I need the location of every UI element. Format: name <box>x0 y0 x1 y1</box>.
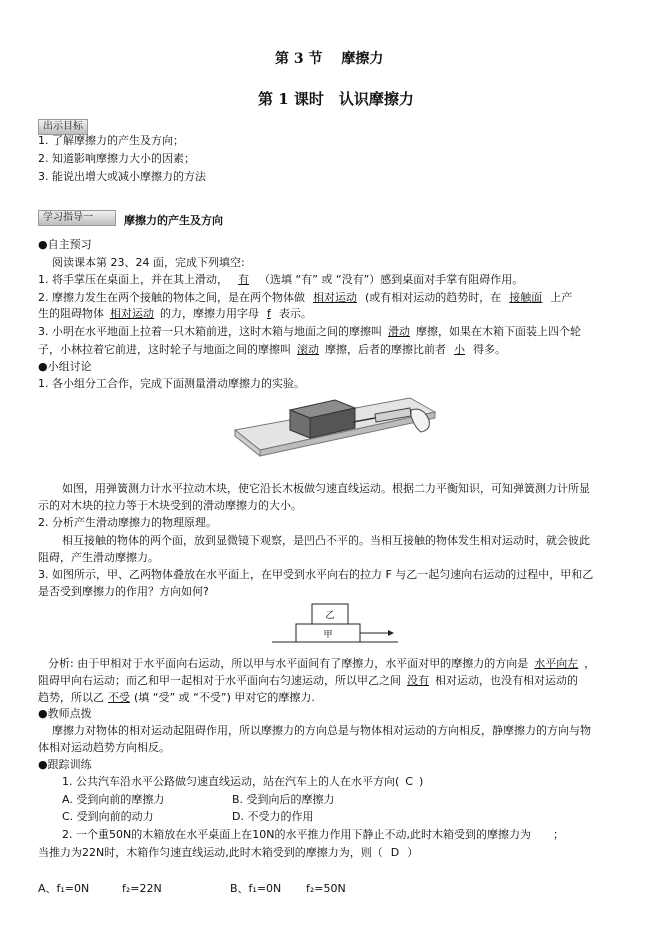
answer-blank: 水平向左 <box>534 657 579 670</box>
guide-title: 摩擦力的产生及方向 <box>124 214 223 227</box>
answer-blank: 没有 <box>407 674 429 687</box>
answer-blank: f <box>267 307 271 320</box>
answer-blank: 相对运动 <box>110 307 154 320</box>
group-q1-answer-line1: 如图，用弹簧测力计水平拉动木块，使它沿长木板做匀速直线运动。根据二力平衡知识，可知弹簧测力计所显 <box>62 482 590 495</box>
self-study-q3-line1: 3. 小明在水平地面上拉着一只木箱前进，这时木箱与地面之间的摩擦叫 滑动 摩擦，如果在木箱下面装上四个轮 <box>38 325 581 338</box>
group-heading: ●小组讨论 <box>38 360 92 373</box>
analysis-line2: 阻碍甲向右运动；而乙和甲一起相对于水平面向右匀速运动，所以甲乙之间 没有 相对运动，也没有相对运动的 <box>38 674 578 687</box>
answer-blank: 滑动 <box>388 325 410 338</box>
goal-3: 3. 能说出增大或减小摩擦力的方法 <box>38 170 206 183</box>
answer-blank: 有 <box>238 273 249 286</box>
group-q1-answer-line2: 示的对木块的拉力等于木块受到的滑动摩擦力的大小。 <box>38 499 302 512</box>
practice-q2-option-b-f1: B、f₁=0N <box>230 882 282 895</box>
guide-badge: 学习指导一 <box>38 210 116 226</box>
practice-q2-option-b-f2: f₂=50N <box>306 882 346 895</box>
lesson-subtitle: 第 1 课时 认识摩擦力 <box>258 90 414 108</box>
group-q2-answer-line2: 阻碍，产生滑动摩擦力。 <box>38 551 159 564</box>
block-label-jia: 甲 <box>323 630 333 640</box>
answer-blank: D <box>390 846 400 859</box>
answer-blank: 相对运动 <box>313 291 357 304</box>
practice-q2-line1: 2. 一个重50N的木箱放在水平桌面上在10N的水平推力作用下静止不动,此时木箱受到的摩擦力为 ； <box>62 828 564 841</box>
practice-q2-option-a-f1: A、f₁=0N <box>38 882 90 895</box>
self-study-heading: ●自主预习 <box>38 238 92 251</box>
answer-blank: 小 <box>454 343 465 356</box>
friction-experiment-figure <box>225 390 440 475</box>
group-q2-answer-line1: 相互接触的物体的两个面，放到显微镜下观察，是凹凸不平的。当相互接触的物体发生相对运动时，就会彼此 <box>62 534 590 547</box>
stacked-blocks-figure <box>270 602 400 652</box>
answer-blank: C <box>405 775 413 788</box>
analysis-line1: 分析: 由于甲相对于水平面向右运动，所以甲与水平面间有了摩擦力，水平面对甲的摩擦力的方向是 水平向左 ， <box>48 657 596 670</box>
goals-badge: 出示目标 <box>38 119 88 135</box>
group-q3-line2: 是否受到摩擦力的作用？方向如何? <box>38 585 209 598</box>
answer-blank: 不受 <box>108 691 130 704</box>
group-q3-line1: 3. 如图所示，甲、乙两物体叠放在水平面上，在甲受到水平向右的拉力 F 与乙一起匀速向右运动的过程中，甲和乙 <box>38 568 594 581</box>
block-label-yi: 乙 <box>325 611 335 621</box>
self-study-q2-line1: 2. 摩擦力发生在两个接触的物体之间，是在两个物体做 相对运动 (或有相对运动的趋势时，在 接触面 上产 <box>38 291 573 304</box>
answer-blank: 滚动 <box>297 343 319 356</box>
section-title: 第 3 节 摩擦力 <box>275 51 384 67</box>
teacher-heading: ●教师点拨 <box>38 707 92 720</box>
practice-heading: ●跟踪训练 <box>38 758 92 771</box>
self-study-q3-line2: 子，小林拉着它前进，这时轮子与地面之间的摩擦叫 滚动 摩擦，后者的摩擦比前者 小 得多。 <box>38 343 506 356</box>
self-study-intro: 阅读课本第 23、24 面，完成下列填空: <box>52 256 245 269</box>
practice-q1-option-d: D. 不受力的作用 <box>232 810 314 823</box>
practice-q1: 1. 公共汽车沿水平公路做匀速直线运动，站在汽车上的人在水平方向( C ) <box>62 775 424 788</box>
teacher-line1: 摩擦力对物体的相对运动起阻碍作用，所以摩擦力的方向总是与物体相对运动的方向相反，静摩擦力的方向与物 <box>52 724 591 737</box>
teacher-line2: 体相对运动趋势方向相反。 <box>38 741 170 754</box>
goal-1: 1. 了解摩擦力的产生及方向； <box>38 134 184 147</box>
practice-q2-line2: 当推力为22N时，木箱作匀速直线运动,此时木箱受到的摩擦力为，则（ D ） <box>38 846 419 859</box>
practice-q1-option-c: C. 受到向前的动力 <box>62 810 154 823</box>
goal-2: 2. 知道影响摩擦力大小的因素； <box>38 152 195 165</box>
self-study-q1: 1. 将手掌压在桌面上，并在其上滑动， 有 （选填 “有” 或 “没有”）感到桌面对手掌有阻碍作用。 <box>38 273 524 286</box>
group-q1: 1. 各小组分工合作，完成下面测量滑动摩擦力的实验。 <box>38 377 305 390</box>
practice-q2-option-a-f2: f₂=22N <box>122 882 162 895</box>
group-q2: 2. 分析产生滑动摩擦力的物理原理。 <box>38 516 217 529</box>
practice-q1-option-a: A. 受到向前的摩擦力 <box>62 793 165 806</box>
answer-blank: 接触面 <box>509 291 543 304</box>
practice-q1-option-b: B. 受到向后的摩擦力 <box>232 793 335 806</box>
analysis-line3: 趋势，所以乙 不受 (填 “受” 或 “不受”) 甲对它的摩擦力. <box>38 691 315 704</box>
self-study-q2-line2: 生的阻碍物体 相对运动 的力，摩擦力用字母 f 表示。 <box>38 307 312 320</box>
